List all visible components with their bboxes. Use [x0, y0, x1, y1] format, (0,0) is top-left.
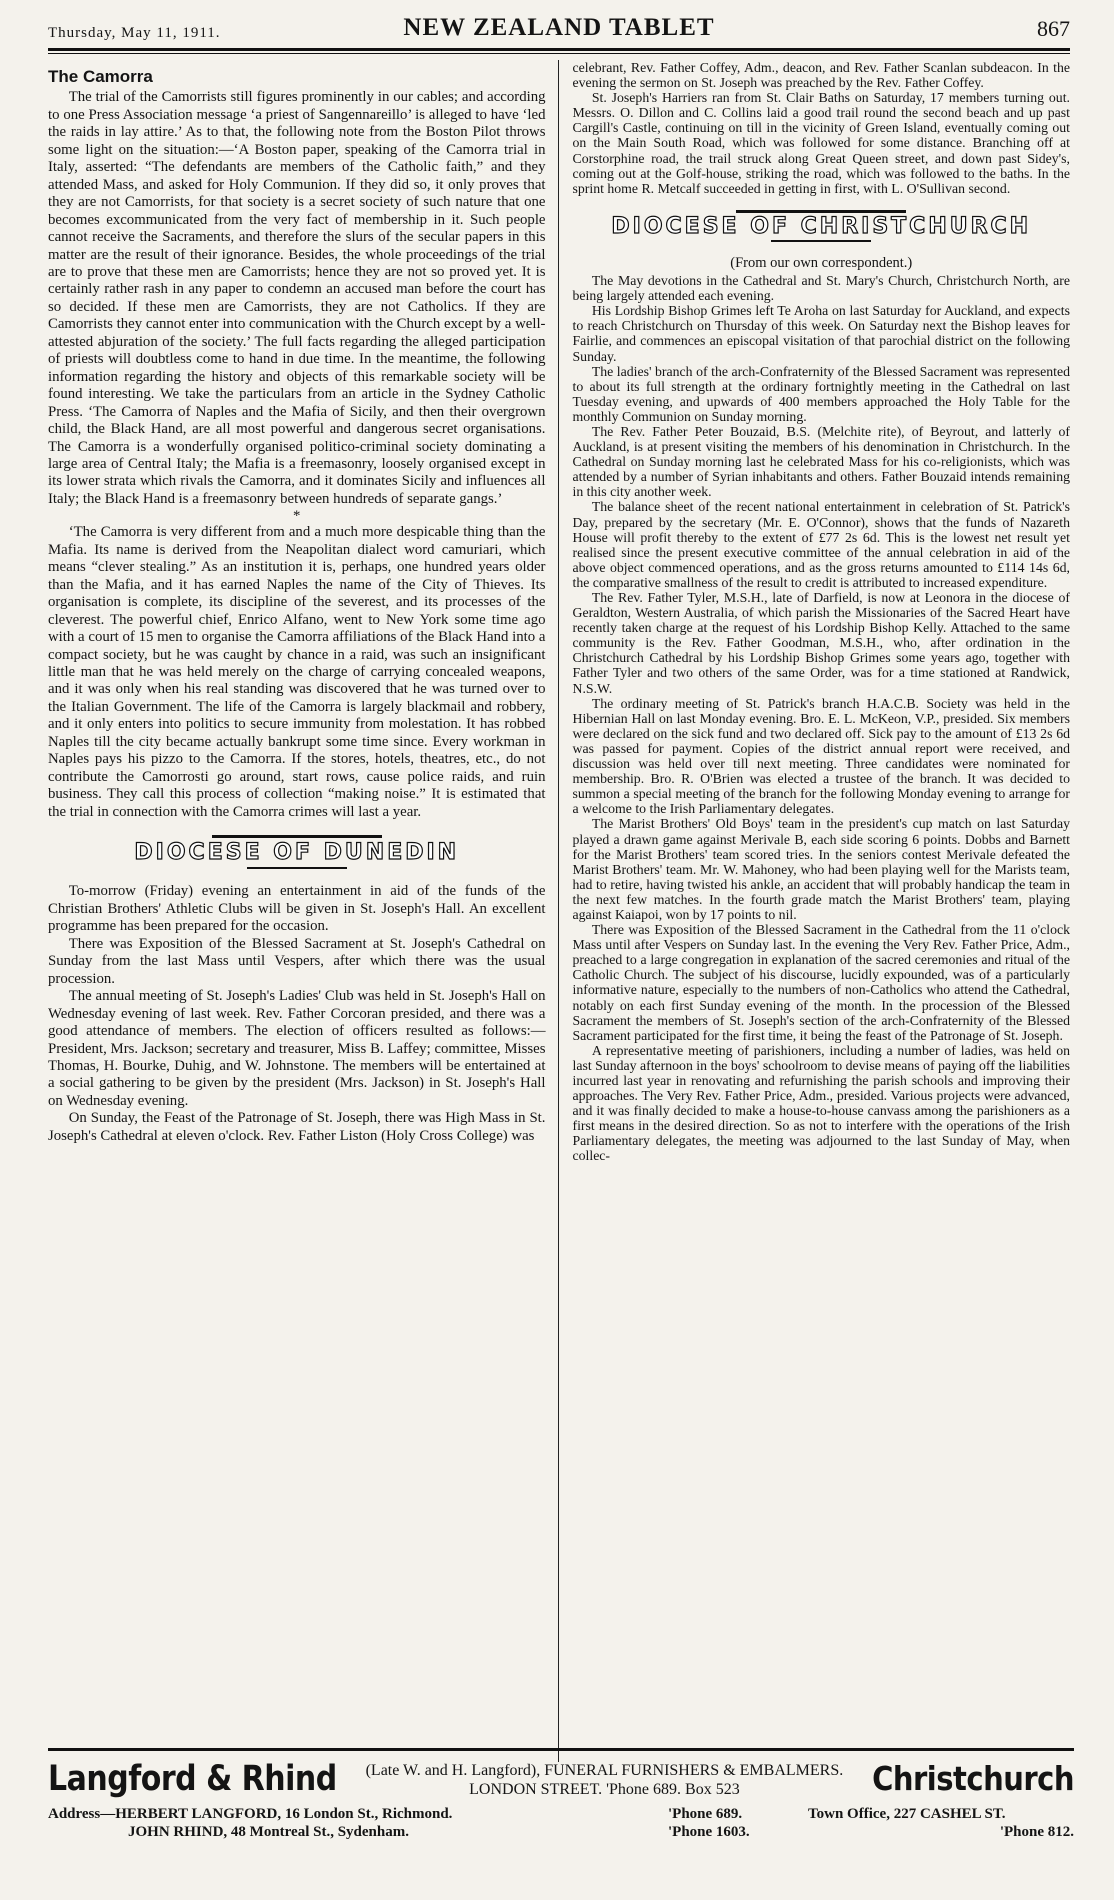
- advertiser-name: Langford & Rhind: [48, 1759, 337, 1800]
- christchurch-paragraph-7: The ordinary meeting of St. Patrick's branch H.A.C.B. Society was held in the Hibernian Hall on last Monday evening. Bro. E. L. McKeon, V.P., presided. Six members were declared on the sick fund and two declared off. Sick pay to the amount of £13 2s 6d was passed for payment. Copies of the district annual report were received, and discussion was held over till next meeting. Three candidates were nominated for membership. Bro. R. O'Brien was elected a trustee of the branch. It was decided to summon a special meeting of the branch for the following Monday evening to arrange for a welcome to the Irish Parliamentary delegates.: [572, 695, 1070, 817]
- heading-ornament-bottom: [48, 867, 546, 869]
- heading-ornament-bottom-2: [573, 240, 1071, 242]
- left-column: [48, 60, 558, 1762]
- christchurch-paragraph-2: His Lordship Bishop Grimes left Te Aroha on last Saturday for Auckland, and expects to reach Christchurch on Thursday of this week. On Saturday next the Bishop leaves for Fairlie, and commences an episcopal visitation of that parochial district on the following Sunday.: [572, 303, 1070, 364]
- page-number: 867: [1036, 16, 1070, 41]
- town-phone: 'Phone 812.: [999, 1824, 1074, 1840]
- christchurch-paragraph-10: A representative meeting of parishioners, including a number of ladies, was held on last Sunday afternoon in the boys' schoolroom to devise means of paying off the liabilities incurred last year in renovating and refurnishing the parish schools and improving their approaches. The Very Rev. Father Price, Adm., presided. Various projects were advanced, and it was finally decided to make a house-to-house canvass among the parishioners as a first means in the desired direction. So as not to interfere with the operations of the Irish Parliamentary delegates, the meeting was adjourned to the last Sunday of May, when collec-: [572, 1042, 1070, 1164]
- header-rule-thin: [48, 53, 1070, 54]
- camorra-paragraph-2: ‘The Camorra is very different from and a much more despicable thing than the Mafia. Its name is derived from the Neapolitan dialect word camuriari, which means “clever stealing.” As an institution it is, perhaps, one hundred years older than the Mafia, and it has earned Naples the name of the City of Thieves. Its organisation is complete, its discipline of the severest, and its processes of the cleverest. The powerful chief, Enrico Alfano, went to New York some time ago with a court of 15 men to organise the Camorra affiliations of the Black Hand into a compact society, but he was caught by chance in a raid, was such an insignificant little man that he was held merely on the charge of carrying concealed weapons, and it was only when his real standing was discovered that he was turned over to the Italian Government. The life of the Camorra is largely blackmail and robbery, and it only enters into politics to secure immunity from molestation. It has robbed Naples till the city became actually bankrupt some time since. Every workman in Naples pays his pizzo to the Camorra. If the stores, hotels, theatres, etc., do not contribute the Camorrosti go around, start rows, cause police raids, and ruin business. They call this process of collection “making noise.” It is estimated that the trial in connection with the Camorra crimes will last a year.: [48, 524, 546, 820]
- christchurch-paragraph-8: The Marist Brothers' Old Boys' team in the president's cup match on last Saturday played a drawn game against Merivale B, each side scoring 6 points. Dobbs and Barnett for the Marist Brothers' team scored tries. In the seniors contest Merivale defeated the Marist Brothers' team. Mr. W. Mahoney, who had been playing well for the Marists team, had to retire, having twisted his ankle, an accident that will probably handicap the team in the next few matches. In the fourth grade match the Marist Brothers' team, playing against Kaiapoi, won by 17 points to nil.: [572, 816, 1070, 922]
- christchurch-paragraph-1: The May devotions in the Cathedral and St. Mary's Church, Christchurch North, are being largely attended each evening.: [572, 273, 1070, 304]
- address-line-2: JOHN RHIND, 48 Montreal St., Sydenham.: [128, 1824, 409, 1840]
- address-row-1: [48, 1805, 1074, 1823]
- dunedin-paragraph-3: The annual meeting of St. Joseph's Ladies' Club was held in St. Joseph's Hall on Wednesday evening of last week. Rev. Father Corcoran presided, and there was a good attendance of members. The election of officers resulted as follows:—President, Mrs. Jackson; secretary and treasurer, Miss B. Laffey; committee, Misses Thomas, H. Bourke, Duhig, and W. Johnstone. The members will be entertained at a social gathering to be given by the president (Mrs. Jackson) in St. Joseph's Hall on Wednesday evening.: [48, 988, 546, 1109]
- continued-paragraph-2: St. Joseph's Harriers ran from St. Clair Baths on Saturday, 17 members turning out. Messrs. O. Dillon and C. Collins laid a good trail round the second beach and up past Cargill's Castle, continuing on till in the vicinity of Green Island, eventually coming out on the Main South Road, which was followed for some distance. Branching off at Corstorphine road, the trail struck along Great Queen street, and down past Sidey's, coming out at the Golf-house, striking the road, which was followed to the baths. In the sprint home R. Metcalf succeeded in getting in first, with L. O'Sullivan second.: [572, 90, 1070, 196]
- dunedin-heading: DIOCESE OF DUNEDIN: [134, 840, 460, 866]
- address-line-1: Address—HERBERT LANGFORD, 16 London St., Richmond.: [48, 1806, 453, 1822]
- camorra-title: The Camorra: [48, 67, 153, 86]
- heading-ornament-top: [48, 835, 546, 838]
- camorra-paragraph-1: The trial of the Camorrists still figures prominently in our cables; and according to one Press Association message ‘a priest of Sangennareillo’ is alleged to have ‘led the raids in lay attire.’ As to that, the following note from the Boston Pilot throws some light on the situation:—‘A Boston paper, speaking of the Camorra trial in Italy, asserted: “The defendants are members of the Catholic faith,” and they attended Mass, and asked for Holy Communion. If they did so, it only proves that they are not Camorrists, for that society is a secret society of such nature that one becomes excommunicated from the very fact of membership in it. Such people cannot receive the Sacraments, and therefore the slurs of the secular papers in this matter are the result of their ignorance. Besides, the whole proceedings of the trial are to prove that these men are Camorrists; hence they are not so proved yet. It is certainly rather rash in any paper to condemn an accused man before the court has so decided. If these men are Camorrists, they are not Catholics. If they are Camorrists they cannot enter into communication with the Church except by a well-attested abjuration of the society.’ The full facts regarding the alleged participation of priests will doubtless come to hand in due time. In the meantime, the following information regarding the history and objects of this remarkable society will be found interesting. We take the particulars from an article in the Sydney Catholic Press. ‘The Camorra of Naples and the Mafia of Sicily, and then their overgrown child, the Black Hand, are all most powerful and dangerous secret organisations. The Camorra is a wonderfully organised politico-criminal society dominating a large area of Central Italy; the Mafia is a freemasonry, loosely organised except in its lower strata which rivals the Camorra, and it dominates Sicily and influences all Italy; the Black Hand is a freemasonry between hundreds of separate gangs.’: [48, 89, 546, 507]
- right-column: [559, 60, 1071, 1762]
- christchurch-paragraph-5: The balance sheet of the recent national entertainment in celebration of St. Patrick's Day, prepared by the secretary (Mr. E. O'Connor), shows that the funds of Nazareth House will profit thereby to the extent of £77 2s 6d. This is the lowest net result yet realised since the present executive committee of the annual celebration in aid of the above object commenced operations, and as the gross returns amounted to £114 14s 6d, the comparative smallness of the result to credit is attributed to increased expenditure.: [572, 499, 1070, 590]
- heading-ornament-top-2: [573, 210, 1071, 213]
- dunedin-paragraph-4: On Sunday, the Feast of the Patronage of St. Joseph, there was High Mass in St. Joseph's Cathedral at eleven o'clock. Rev. Father Liston (Holy Cross College) was: [48, 1110, 546, 1144]
- advertisement-footer: [48, 1748, 1074, 1896]
- christchurch-heading: DIOCESE OF CHRISTCHURCH: [611, 213, 1032, 239]
- christchurch-paragraph-3: The ladies' branch of the arch-Confraternity of the Blessed Sacrament was represented to about its full strength at the ordinary fortnightly meeting in the Cathedral on last Tuesday evening, and upwards of 400 members approached the Holy Table for the monthly Communion on Sunday morning.: [572, 363, 1070, 424]
- christchurch-paragraph-9: There was Exposition of the Blessed Sacrament in the Cathedral from the 11 o'clock Mass until after Vespers on Sunday last. In the evening the Very Rev. Father Price, Adm., preached to a large congregation in explanation of the sacred ceremonies and ritual of the Catholic Church. The subject of his discourse, lucidly expounded, was of a particularly informative nature, especially to the numbers of non-Catholics who attend the Cathedral, notably on each first Sunday evening of the month. In the procession of the Blessed Sacrament the members of St. Joseph's section of the arch-Confraternity of the Blessed Sacrament participated for the first time, it being the feast of the Patronage of St. Joseph.: [572, 922, 1070, 1043]
- dunedin-paragraph-1: To-morrow (Friday) evening an entertainment in aid of the funds of the Christian Brothers' Athletic Clubs will be given in St. Joseph's Hall. An excellent programme has been prepared for the occasion.: [48, 883, 546, 935]
- advertisement-banner: [48, 1759, 1074, 1799]
- advertisement-line-1: (Late W. and H. Langford), FUNERAL FURNISHERS & EMBALMERS.: [365, 1762, 844, 1779]
- continued-paragraph-1: celebrant, Rev. Father Coffey, Adm., deacon, and Rev. Father Scanlan subdeacon. In the evening the sermon on St. Joseph was preached by the Rev. Father Coffey.: [572, 60, 1070, 91]
- town-office: Town Office, 227 CASHEL ST.: [808, 1806, 1006, 1822]
- phone-1: 'Phone 689.: [668, 1806, 743, 1822]
- correspondent-subhead: (From our own correspondent.): [730, 254, 913, 271]
- phone-2: 'Phone 1603.: [668, 1824, 750, 1840]
- header-rule: [48, 48, 1070, 51]
- masthead: NEW ZEALAND TABLET: [403, 14, 715, 41]
- issue-date: Thursday, May 11, 1911.: [48, 25, 221, 41]
- section-asterisk: *: [293, 508, 301, 525]
- dunedin-paragraph-2: There was Exposition of the Blessed Sacrament at St. Joseph's Cathedral on Sunday from the last Mass until Vespers, after which there was the usual procession.: [48, 935, 546, 987]
- advertisement-text: [337, 1759, 872, 1799]
- advertiser-city: Christchurch: [872, 1759, 1074, 1799]
- article-columns: [48, 60, 1070, 1762]
- page-header: [48, 10, 1070, 42]
- christchurch-paragraph-6: The Rev. Father Tyler, M.S.H., late of Darfield, is now at Leonora in the diocese of Geraldton, Western Australia, of which parish the Missionaries of the Sacred Heart have recently taken charge at the request of his Lordship Bishop Kelly. Attached to the same community is the Rev. Father Goodman, M.S.H., who, after ordination in the Christchurch Cathedral by his Lordship Bishop Grimes some years ago, together with Father Tyler and two others of the same Order, was for a time stationed at Randwick, N.S.W.: [572, 590, 1070, 696]
- address-row-2: [48, 1823, 1074, 1841]
- advertisement-line-2: LONDON STREET. 'Phone 689. Box 523: [469, 1781, 740, 1798]
- christchurch-paragraph-4: The Rev. Father Peter Bouzaid, B.S. (Melchite rite), of Beyrout, and latterly of Auckland, is at present visiting the members of his denomination in Christchurch. In the Cathedral on Sunday morning last he celebrated Mass for his co-religionists, which was attended by a number of Syrian inhabitants and others. Father Bouzaid intends remaining in this city another week.: [572, 423, 1070, 500]
